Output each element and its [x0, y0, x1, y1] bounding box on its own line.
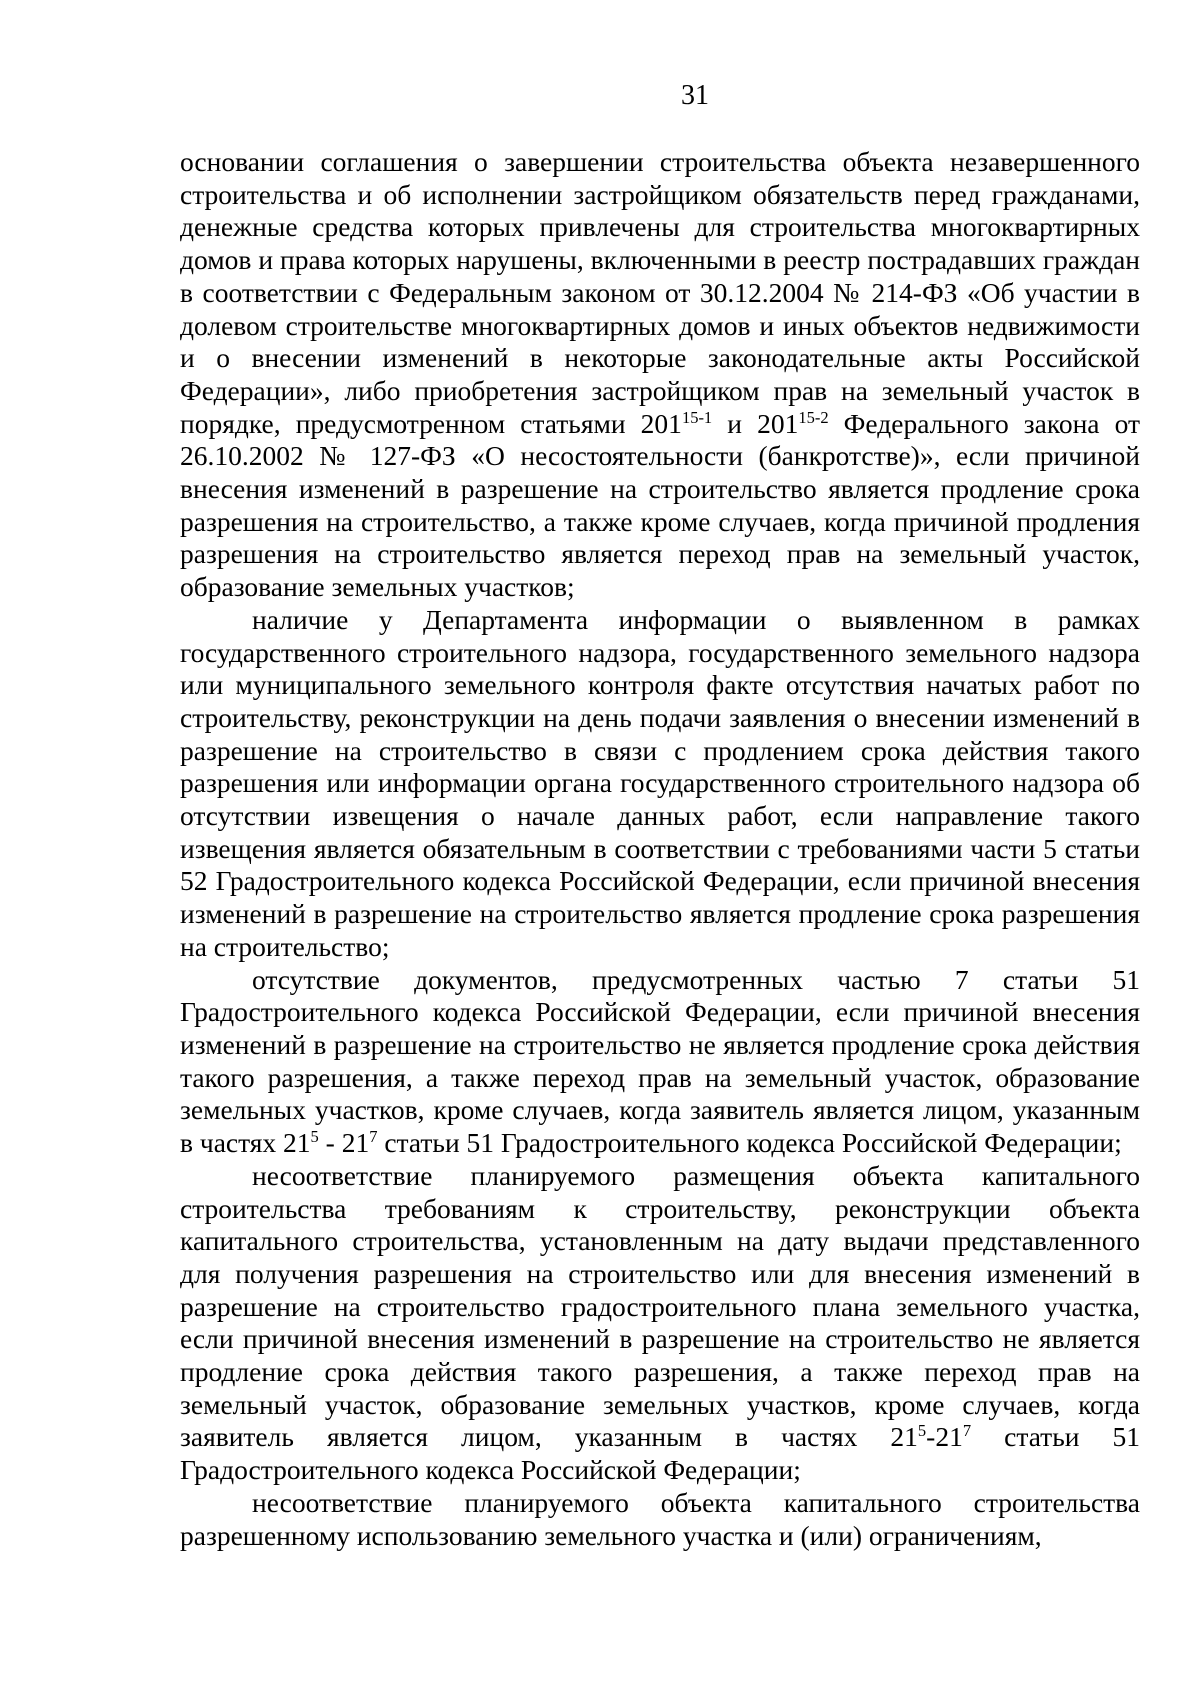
text-segment: несоответствие планируемого размещения объекта капитального строительства требованиям к строительству, реконструкции объекта капитального строительства, установленным на дату выдачи представленного для получения разрешения на строительство или для внесения изменений в разрешение на строительство градостроительного плана земельного участка, если причиной внесения изменений в разрешение на строительство не является продление срока действия такого разрешения, а также переход прав на земельный участок, образование земельных участков, кроме случаев, когда заявитель является лицом, указанным в частях 21 — [180, 1159, 1140, 1453]
text-segment: отсутствие документов, предусмотренных частью 7 статьи 51 Градостроительного кодекса Российской Федерации, если причиной внесения изменений в разрешение на строительство не является продление срока действия такого разрешения, а также переход прав на земельный участок, образование земельных участков, кроме случаев, когда заявитель является лицом, указанным в частях 21 — [180, 963, 1140, 1159]
superscript: 15-1 — [681, 407, 713, 427]
text-segment: и 201 — [712, 407, 799, 439]
text-segment: статьи 51 Градостроительного кодекса Российской Федерации; — [377, 1127, 1122, 1159]
document-body — [180, 146, 1140, 1552]
paragraph — [180, 146, 1140, 604]
superscript: 15-2 — [798, 407, 829, 427]
text-segment: -21 — [926, 1421, 963, 1453]
paragraph — [180, 964, 1140, 1160]
superscript: 7 — [369, 1127, 378, 1147]
text-segment: наличие у Департамента информации о выявленном в рамках государственного строительного надзора, государственного земельного надзора или муниципального земельного контроля факте отсутствия начатых работ по строительству, реконструкции на день подачи заявления о внесении изменений в разрешение на строительство в связи с продлением срока действия такого разрешения или информации органа государственного строительного надзора об отсутствии извещения о начале данных работ, если направление такого извещения является обязательным в соответствии с требованиями части 5 статьи 52 Градостроительного кодекса Российской Федерации, если причиной внесения изменений в разрешение на строительство является продление срока разрешения на строительство; — [180, 603, 1140, 962]
page-number: 31 — [681, 80, 709, 111]
text-segment: основании соглашения о завершении строительства объекта незавершенного строительства и об исполнении застройщиком обязательств перед гражданами, денежные средства которых привлечены для строительства многоквартирных домов и права которых нарушены, включенными в реестр пострадавших граждан в соответствии с Федеральным законом от 30.12.2004 № 214-ФЗ «Об участии в долевом строительстве многоквартирных домов и иных объектов недвижимости и о внесении изменений в некоторые законодательные акты Российской Федерации», либо приобретения застройщиком прав на земельный участок в порядке, предусмотренном статьями 201 — [180, 146, 1140, 439]
superscript: 7 — [962, 1421, 972, 1441]
paragraph — [180, 1160, 1140, 1487]
text-segment: статьи 51 Градостроительного кодекса Российской Федерации; — [180, 1421, 1140, 1486]
text-segment: - 21 — [318, 1127, 370, 1159]
paragraph — [180, 1487, 1140, 1552]
paragraph — [180, 604, 1140, 964]
text-segment: Федерального закона от 26.10.2002 № 127-ФЗ «О несостоятельности (банкротстве)», если причиной внесения изменений в разрешение на строительство является продление срока разрешения на строительство, а также кроме случаев, когда причиной продления разрешения на строительство является переход прав на земельный участок, образование земельных участков; — [180, 407, 1141, 603]
superscript: 5 — [310, 1127, 319, 1147]
text-segment: несоответствие планируемого объекта капитального строительства разрешенному использованию земельного участка и (или) ограничениям, — [180, 1486, 1140, 1551]
superscript: 5 — [917, 1421, 927, 1441]
